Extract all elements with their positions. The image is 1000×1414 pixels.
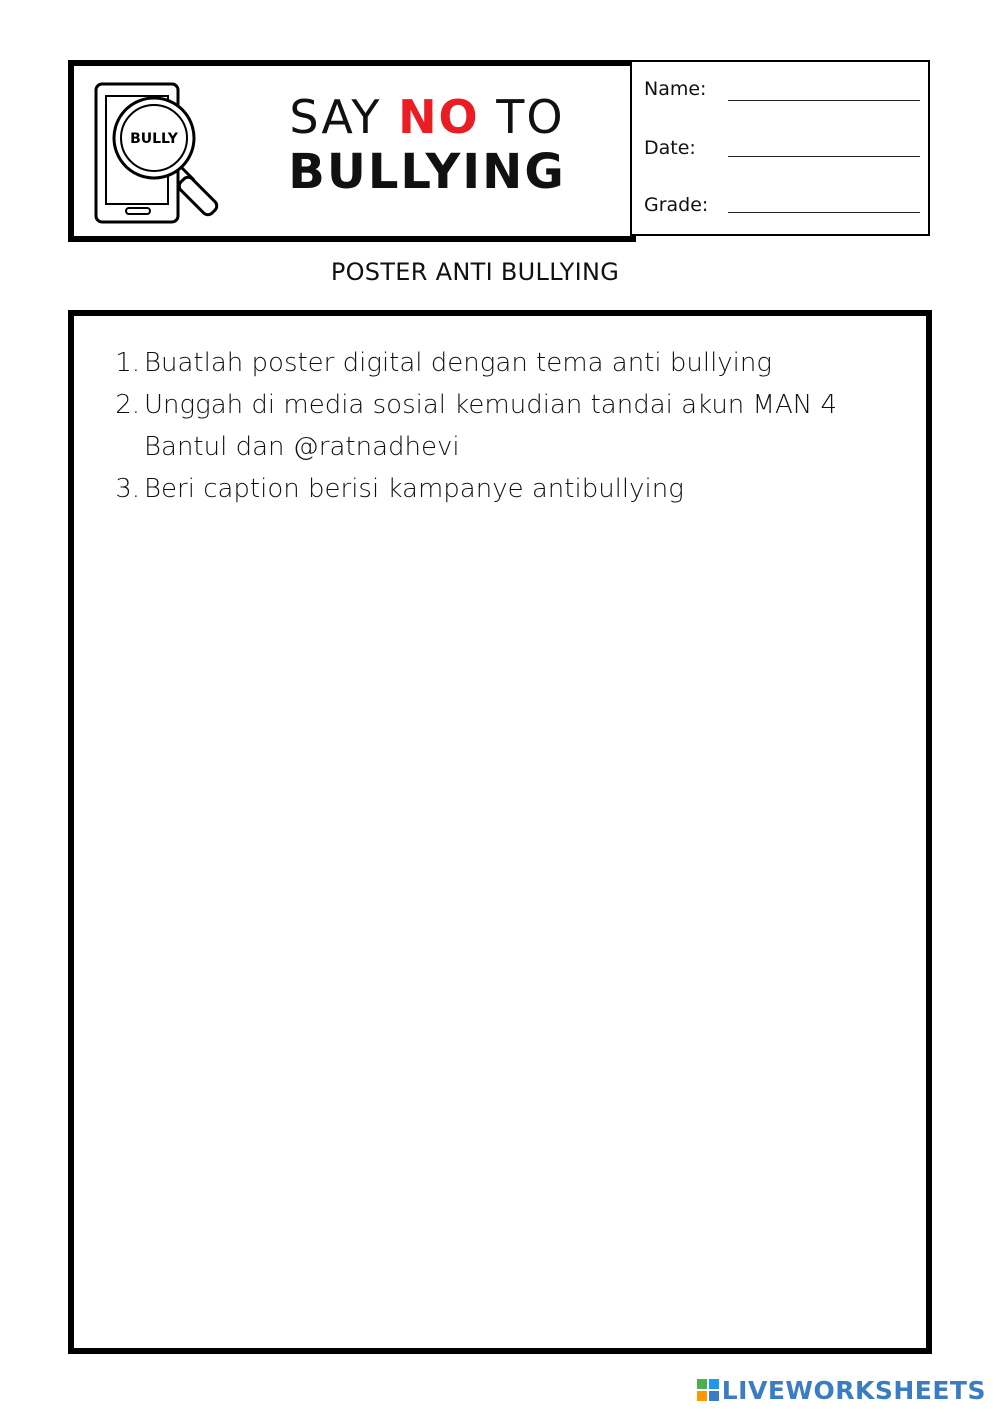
page-subtitle: POSTER ANTI BULLYING: [330, 258, 620, 286]
title-banner: [68, 60, 636, 242]
instruction-item: [110, 384, 890, 468]
title-bullying: BULLYING: [288, 144, 566, 200]
title-no: NO: [398, 90, 480, 144]
liveworksheets-logo-icon: [696, 1378, 720, 1402]
instruction-item: [110, 342, 890, 384]
liveworksheets-watermark: [696, 1372, 986, 1408]
grade-label: Grade:: [644, 194, 709, 216]
student-info-box: [630, 60, 930, 236]
logo-text: BULLY: [130, 131, 178, 147]
date-field[interactable]: [728, 156, 920, 157]
instruction-text: Beri caption berisi kampanye antibullying: [144, 474, 684, 504]
grade-field[interactable]: [728, 212, 920, 213]
brand-text: LIVEWORKSHEETS: [721, 1375, 986, 1405]
name-field[interactable]: [728, 100, 920, 101]
title-to: TO: [496, 90, 565, 144]
instruction-text: Unggah di media sosial kemudian tandai akun MAN 4 Bantul dan @ratnadhevi: [144, 390, 838, 462]
title-say: SAY: [289, 90, 382, 144]
instruction-number: 3.: [115, 474, 140, 504]
date-label: Date:: [644, 137, 696, 159]
title-line-1: [74, 90, 630, 144]
instruction-number: 1.: [115, 348, 140, 378]
instruction-number: 2.: [115, 390, 140, 420]
instruction-list: [110, 342, 890, 510]
instruction-item: [110, 468, 890, 510]
name-label: Name:: [644, 78, 707, 100]
poster-task-box: [68, 310, 932, 1354]
instruction-text: Buatlah poster digital dengan tema anti bullying: [144, 348, 772, 378]
